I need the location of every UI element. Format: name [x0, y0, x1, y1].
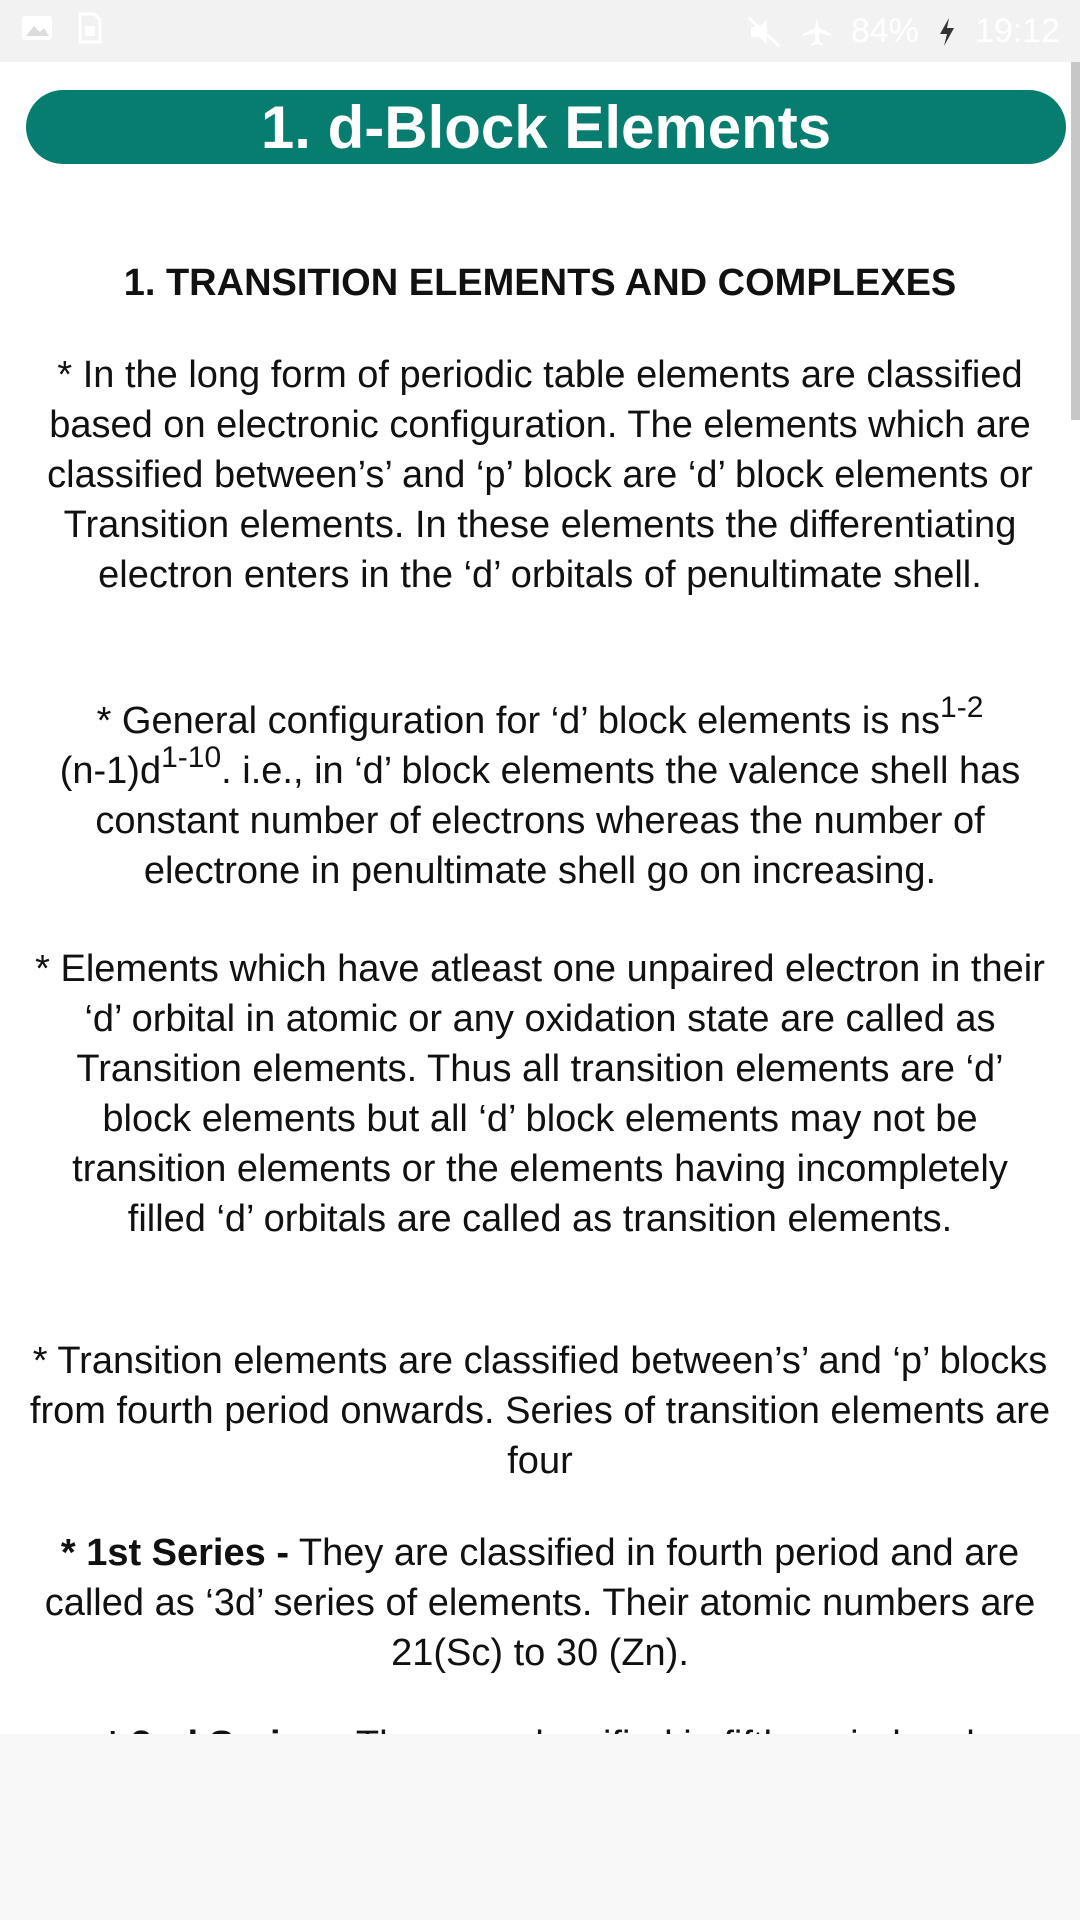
page-title [26, 90, 1066, 164]
paragraph-first-series [28, 1528, 1052, 1678]
paragraph-intro: * In the long form of periodic table elements are classified based on electronic configuration. The elements which are classified between’s’ and ‘p’ block are ‘d’ block elements or Transition elements. In these elements the differentiating electron enters in the ‘d’ orbitals of penultimate shell. [47, 354, 1033, 596]
status-right [747, 12, 1060, 51]
config-middle: (n-1)d [59, 750, 162, 792]
page-title-text: 1. d-Block Elements [260, 93, 832, 161]
clock-time: 19:12 [974, 12, 1060, 50]
status-left [20, 12, 104, 44]
section-heading: 1. TRANSITION ELEMENTS AND COMPLEXES [123, 262, 957, 304]
paragraph-classification: * Transition elements are classified between’s’ and ‘p’ blocks from fourth period onwards. Series of transition elements are four [29, 1340, 1051, 1482]
charging-icon [937, 16, 957, 48]
paragraph-configuration [28, 691, 1052, 896]
paragraph-definition: * Elements which have atleast one unpaired electron in their ‘d’ orbital in atomic or any oxidation state are called as Transition elements. Thus all transition elements are ‘d’ block elements but all ‘d’ block elements may not be transition elements or the elements having incompletely filled ‘d’ orbitals are called as transition elements. [35, 948, 1045, 1240]
config-sup-d: 1-10 [161, 741, 222, 775]
mute-icon [747, 16, 783, 48]
airplane-icon [801, 16, 833, 48]
first-series-text: They are classified in fourth period and are called as ‘3d’ series of elements. Their atomic numbers are 21(Sc) to 30 (Zn). [44, 1532, 1036, 1674]
status-bar [0, 0, 1080, 62]
gallery-icon [20, 13, 54, 43]
config-sup-ns: 1-2 [940, 691, 984, 725]
first-series-label: * 1st Series - [60, 1532, 289, 1574]
sim-icon [76, 12, 104, 44]
config-suffix: . i.e., in ‘d’ block elements the valence shell has constant number of electrons whereas the number of electrone in penultimate shell go on increasing. [95, 750, 1021, 892]
config-prefix: * General configuration for ‘d’ block elements is ns [96, 700, 941, 742]
article-content[interactable] [0, 62, 1080, 1734]
battery-percent: 84% [850, 12, 919, 50]
scrollbar-thumb[interactable] [1071, 62, 1080, 420]
bottom-blank-area [0, 1734, 1080, 1920]
